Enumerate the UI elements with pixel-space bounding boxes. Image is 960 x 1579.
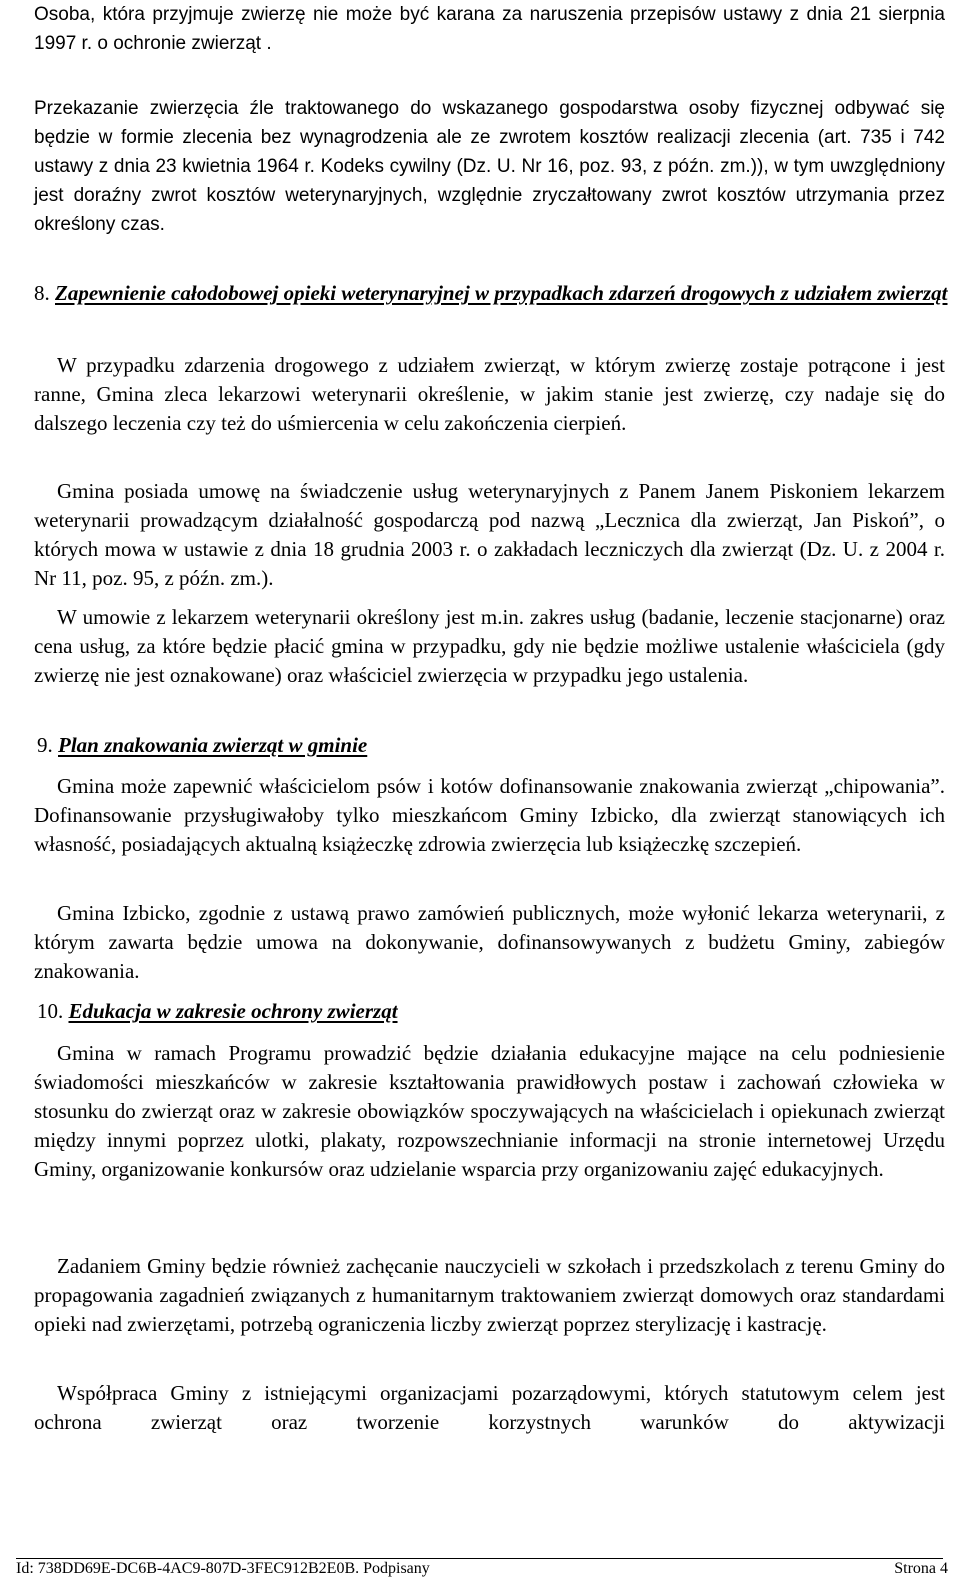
- section-9-heading: [37, 731, 367, 760]
- section-number: 10.: [37, 999, 64, 1023]
- page-number: Strona 4: [894, 1560, 948, 1577]
- paragraph-chipping-funding: Gmina może zapewnić właścicielom psów i kotów dofinansowanie znakowania zwierząt „chipowania”. Dofinansowanie przysługiwałoby tylko mieszkańcom Gminy Izbicko, dla zwierząt stanowiących ich własność, posiadających aktualną książeczkę zdrowia zwierzęcia lub książeczkę szczepień.: [34, 774, 945, 856]
- section-title: Edukacja w zakresie ochrony zwierząt: [68, 999, 398, 1023]
- paragraph-animal-owner-liability: Osoba, która przyjmuje zwierzę nie może być karana za naruszenia przepisów ustawy z dnia 21 sierpnia 1997 r. o ochronie zwierząt .: [34, 4, 945, 54]
- section-title: Plan znakowania zwierząt w gminie: [58, 733, 368, 757]
- section-title: Zapewnienie całodobowej opieki weterynaryjnej w przypadkach zdarzeń drogowych z udziałem zwierząt: [55, 281, 948, 305]
- document-id: Id: 738DD69E-DC6B-4AC9-807D-3FEC912B2E0B. Podpisany: [16, 1560, 430, 1577]
- section-10-heading: [37, 997, 398, 1026]
- paragraph-teachers: Zadaniem Gminy będzie również zachęcanie nauczycieli w szkołach i przedszkolach z terenu Gminy do propagowania zagadnień związanych z humanitarnym traktowaniem zwierząt domowych oraz standardami opieki nad zwierzętami, potrzebą ograniczenia liczby zwierząt poprzez sterylizację i kastrację.: [34, 1254, 945, 1336]
- paragraph-procurement: Gmina Izbicko, zgodnie z ustawą prawo zamówień publicznych, może wyłonić lekarza weterynarii, z którym zawarta będzie umowa na dokonywanie, dofinansowywanych z budżetu Gminy, zabiegów znakowania.: [34, 901, 945, 983]
- section-8-heading: [34, 279, 950, 308]
- paragraph-vet-contract: Gmina posiada umowę na świadczenie usług weterynaryjnych z Panem Janem Piskoniem lekarzem weterynarii prowadzącym działalność gospodarczą pod nazwą „Lecznica dla zwierząt, Jan Piskoń”, o których mowa w ustawie z dnia 18 grudnia 2003 r. o zakładach leczniczych dla zwierząt (Dz. U. z 2004 r. Nr 11, poz. 95, z późn. zm.).: [34, 479, 945, 590]
- paragraph-road-accident: W przypadku zdarzenia drogowego z udziałem zwierząt, w którym zwierzę zostaje potrącone i jest ranne, Gmina zleca lekarzowi weterynarii określenie, w jakim stanie jest zwierzę, czy nadaje się do dalszego leczenia czy też do uśmiercenia w celu zakończenia cierpień.: [34, 353, 945, 435]
- paragraph-transfer-of-animal: Przekazanie zwierzęcia źle traktowanego do wskazanego gospodarstwa osoby fizycznej odbywać się będzie w formie zlecenia bez wynagrodzenia ale ze zwrotem kosztów realizacji zlecenia (art. 735 i 742 ustawy z dnia 23 kwietnia 1964 r. Kodeks cywilny (Dz. U. Nr 16, poz. 93, z późn. zm.)), w tym uwzględniony jest doraźny zwrot kosztów weterynaryjnych, względnie zryczałtowany zwrot kosztów utrzymania przez określony czas.: [34, 98, 945, 235]
- footer-divider: [16, 1558, 943, 1559]
- section-number: 8.: [34, 281, 50, 305]
- section-number: 9.: [37, 733, 53, 757]
- paragraph-education-activities: Gmina w ramach Programu prowadzić będzie działania edukacyjne mające na celu podniesienie świadomości mieszkańców w zakresie kształtowania prawidłowych postaw i zachowań człowieka w stosunku do zwierząt oraz w zakresie obowiązków spoczywających na właścicielach i opiekunach zwierząt między innymi poprzez ulotki, plakaty, rozpowszechnianie informacji na stronie internetowej Urzędu Gminy, organizowanie konkursów oraz udzielanie wsparcia przy organizowaniu zajęć edukacyjnych.: [34, 1041, 945, 1181]
- paragraph-ngo-cooperation: Współpraca Gminy z istniejącymi organizacjami pozarządowymi, których statutowym celem jest ochrona zwierząt oraz tworzenie korzystnych warunków do aktywizacji: [34, 1381, 945, 1434]
- paragraph-contract-scope: W umowie z lekarzem weterynarii określony jest m.in. zakres usług (badanie, leczenie stacjonarne) oraz cena usług, za które będzie płacić gmina w przypadku, gdy nie będzie możliwe ustalenie właściciela (gdy zwierzę nie jest oznakowane) oraz właściciel zwierzęcia w przypadku jego ustalenia.: [34, 605, 945, 687]
